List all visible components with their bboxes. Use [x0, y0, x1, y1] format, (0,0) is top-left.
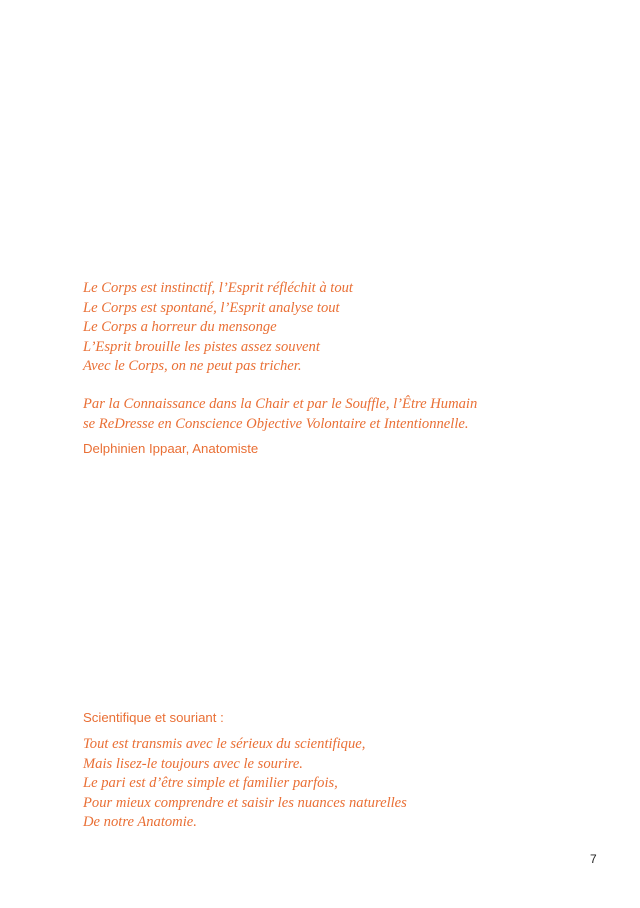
section-line: De notre Anatomie. — [83, 814, 197, 830]
section-line: Pour mieux comprendre et saisir les nuances naturelles — [83, 794, 407, 811]
poem-line: Le Corps est spontané, l’Esprit analyse tout — [83, 299, 340, 316]
poem-line: Le Corps est instinctif, l’Esprit réfléchit à tout — [83, 280, 353, 296]
statement-line: se ReDresse en Conscience Objective Volontaire et Intentionnelle. — [83, 415, 469, 432]
section-line: Mais lisez-le toujours avec le sourire. — [83, 755, 303, 772]
section-line: Le pari est d’être simple et familier parfois, — [83, 775, 338, 791]
page-number: 7 — [590, 852, 597, 866]
author-signature: Delphinien Ippaar, Anatomiste — [83, 441, 259, 456]
section-line: Tout est transmis avec le sérieux du scientifique, — [83, 736, 366, 752]
poem-line: Le Corps a horreur du mensonge — [83, 319, 277, 335]
poem-line: Avec le Corps, on ne peut pas tricher. — [83, 358, 302, 374]
statement-line: Par la Connaissance dans la Chair et par le Souffle, l’Être Humain — [83, 396, 478, 412]
section-heading: Scientifique et souriant : — [83, 710, 224, 725]
poem-line: L’Esprit brouille les pistes assez souvent — [83, 338, 320, 355]
poem-block — [83, 279, 353, 377]
section-body — [83, 735, 407, 833]
statement-block — [83, 395, 477, 434]
